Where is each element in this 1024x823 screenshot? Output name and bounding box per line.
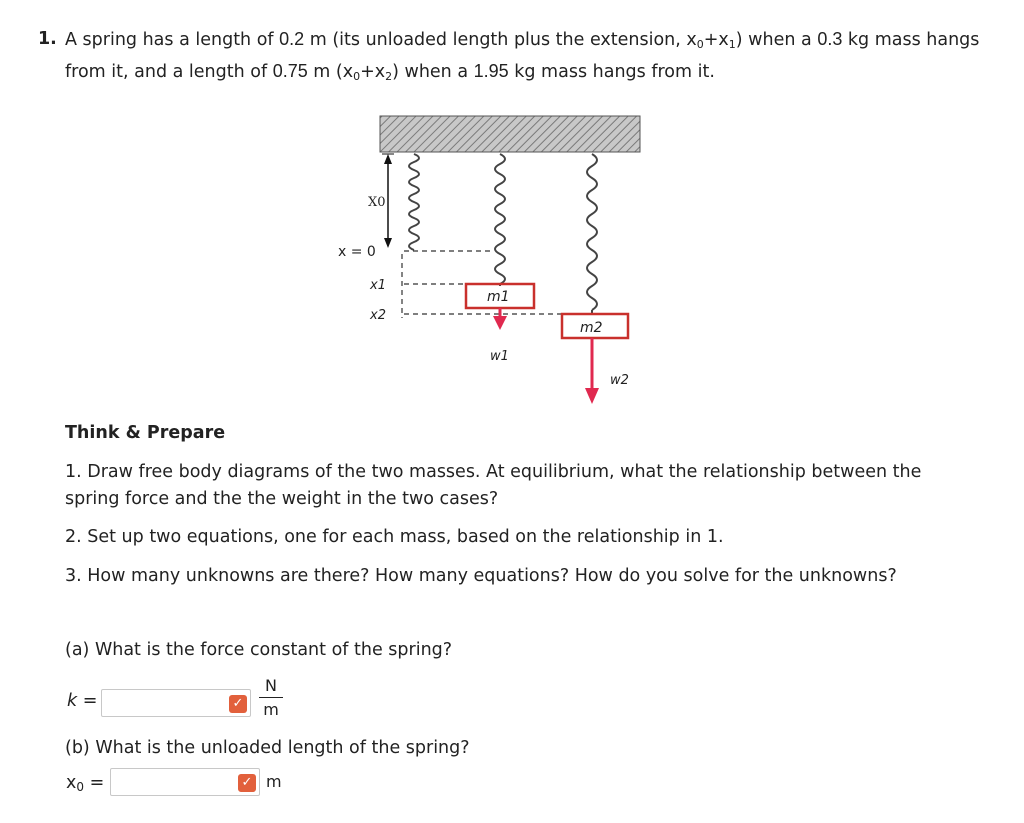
spring-m2 [587,154,597,310]
label-m2: m2 [580,320,603,336]
unit-m: m [266,772,282,791]
problem-number: 1. [38,29,57,49]
label-x2: x2 [370,308,386,323]
checkmark-icon[interactable]: ✓ [229,695,247,713]
checkmark-icon[interactable]: ✓ [238,774,256,792]
prepare-item-2: 2. Set up two equations, one for each mass, based on the relationship in 1. [65,527,724,547]
unit-n-per-m: N m [259,676,283,719]
ceiling [380,116,640,152]
k-label: k = [67,691,98,711]
prepare-item-1: 1. Draw free body diagrams of the two masses. At equilibrium, what the relationship between the spring force and the the weight in the two cases? [65,462,922,509]
problem-text: A spring has a length of 0.2 m (its unloaded length plus the extension, $x_0+x_1$) when a 0.3 kg mass hangs from it, and a length of 0.75 m $(x_0+x_2)$ when a 1.95 kg mass hangs from it. [65,29,980,83]
spring-unloaded [409,154,419,250]
spring-diagram [330,108,660,418]
label-m1: m1 [487,289,510,305]
label-w1: w1 [490,349,509,364]
label-x1: x1 [370,278,386,293]
question-b: (b) What is the unloaded length of the spring? [65,738,470,758]
label-x-eq-0: x = 0 [338,244,376,260]
label-w2: w2 [610,373,629,388]
label-x0: X0 [368,195,386,210]
prepare-item-3: 3. How many unknowns are there? How many equations? How do you solve for the unknowns? [65,566,897,586]
spring-m1 [495,154,505,284]
x0-label: $x_0$ = [66,773,105,794]
think-prepare-title: Think & Prepare [65,423,226,443]
question-a: (a) What is the force constant of the spring? [65,640,453,660]
